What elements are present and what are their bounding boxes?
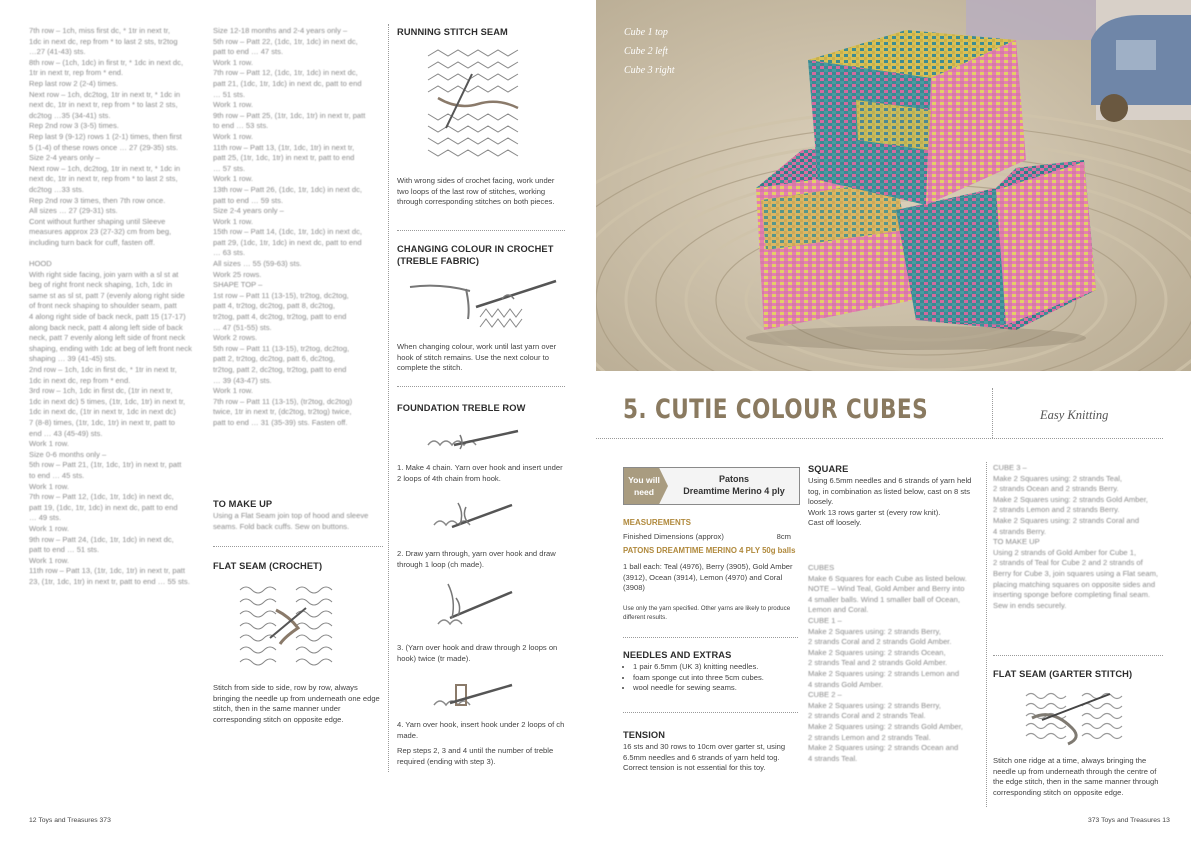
to-make-up-heading: TO MAKE UP (213, 499, 273, 509)
foundation-step3-illustration (430, 578, 514, 634)
section-divider (213, 546, 383, 547)
text-line: 4 strands Gold Amber. (808, 679, 884, 689)
yarn-name: Dreamtime Merino 4 ply (683, 486, 785, 496)
text-line: 9th row – Patt 25, (1tr, 1dc, 1tr) in next tr, patt (213, 110, 366, 120)
running-stitch-illustration (418, 44, 546, 168)
square-text-3: Cast off loosely. (808, 518, 862, 528)
text-line: 2 strands Coral and 2 strands Teal. (808, 711, 926, 721)
text-line: Make 2 Squares using: 2 strands Berry, (808, 700, 941, 710)
text-line: Size 2-4 years only – (29, 153, 100, 163)
text-line: CUBES (808, 563, 835, 572)
text-line: 7th row – Patt 12, (1dc, 1tr, 1dc) in next dc, (29, 492, 174, 502)
text-line: 4 along right side of back neck, patt 15 (17-17) (29, 312, 186, 322)
text-line: Make 2 Squares using: 2 strands Ocean, (808, 647, 946, 657)
text-line: Rep 2nd row 3 times, then 7th row once. (29, 195, 166, 205)
section-divider (397, 386, 565, 387)
text-line: Using 2 strands of Gold Amber for Cube 1, (993, 547, 1137, 557)
text-line: Size 12-18 months and 2-4 years only – (213, 26, 348, 35)
column-divider (388, 24, 389, 772)
text-line: Sew in ends securely. (993, 600, 1067, 610)
text-line: CUBE 3 – (993, 463, 1027, 472)
text-line: neck, patt 7 evenly along left side of front neck (29, 333, 186, 343)
text-line: Work 1 row. (29, 439, 69, 449)
text-line: Make 2 Squares using: 2 strands Lemon and (808, 668, 960, 678)
text-line: 1st row – Patt 11 (13-15), tr2tog, dc2tog, (213, 290, 349, 300)
text-line: TO MAKE UP (993, 537, 1040, 547)
text-line: 1dc in next dc, rep from * end. (29, 375, 131, 385)
text-line: 7th row – Patt 12, (1dc, 1tr, 1dc) in next dc, (213, 68, 358, 78)
needles-item: • wool needle for sewing seams. (633, 683, 805, 694)
text-line: 1tr in next tr, rep from * end. (29, 68, 124, 78)
text-line: SHAPE TOP – (213, 280, 263, 290)
text-line: Rep 2nd row 3 (3-5) times. (29, 121, 119, 131)
cubes-instructions (808, 563, 983, 764)
text-line: Next row – 1ch, dc2tog, 1tr in next tr, * 1dc in (29, 163, 181, 173)
square-instructions (808, 476, 983, 529)
text-line: Next row – 1ch, dc2tog, 1tr in next tr, * 1dc in (29, 89, 181, 99)
section-divider (993, 655, 1163, 656)
text-line: Make 6 Squares for each Cube as listed below. (808, 573, 967, 583)
text-line: patt 29, (1dc, 1tr, 1dc) in next dc, patt to end (213, 237, 362, 247)
caption-cube-1: Cube 1 top (624, 27, 668, 38)
text-line: tr2tog, patt 2, dc2tog, tr2tog, patt to end (213, 365, 347, 374)
text-line: Make 2 Squares using: 2 strands Teal, (993, 473, 1123, 483)
text-line: Work 1 row. (213, 57, 253, 67)
text-line: end … 43 (45-49) sts. (29, 428, 103, 438)
text-line: patt to end … 47 sts. (213, 47, 284, 57)
text-line: 5 (1-4) of these rows once … 27 (29-35) sts. (29, 142, 178, 152)
changing-colour-heading-line2: (TREBLE FABRIC) (397, 256, 480, 266)
hood-instructions-column-1 (29, 26, 201, 587)
cube-3-and-make-up-instructions (993, 463, 1168, 611)
measurements-row (623, 532, 795, 543)
text-line: Make 2 Squares using: 2 strands Berry, (808, 626, 941, 636)
text-line: … 49 sts. (29, 513, 62, 523)
square-heading: SQUARE (808, 464, 849, 474)
text-line: 3rd row – 1ch, 1dc in first dc, (1tr in next tr, (29, 386, 173, 396)
text-line: CUBE 2 – (808, 690, 842, 700)
text-line: same st as sl st, patt 7 (evenly along right side (29, 290, 185, 300)
text-line: 15th row – Patt 14, (1dc, 1tr, 1dc) in next dc, (213, 227, 363, 237)
flat-seam-crochet-illustration (232, 580, 350, 672)
colour-cubes-photo (596, 0, 1191, 371)
yarn-note: Use only the yarn specified. Other yarns are likely to produce different results. (623, 605, 791, 621)
measurements-value: 8cm (776, 532, 791, 541)
you-will-need-label: You will need (628, 475, 660, 497)
text-line: CUBE 1 – (808, 615, 842, 625)
text-line: patt 25, (1tr, 1dc, 1tr) in next tr, patt to end (213, 153, 355, 163)
text-line: … 39 (43-47) sts. (213, 375, 272, 385)
text-line: Work 1 row. (213, 131, 253, 141)
text-line: Work 1 row. (213, 174, 253, 184)
text-line: Work 1 row. (29, 523, 69, 533)
foundation-step3-text: 3. (Yarn over hook and draw through 2 loops on hook) twice (tr made). (397, 643, 558, 663)
text-line: …27 (41-43) sts. (29, 47, 86, 57)
column-divider (986, 462, 987, 807)
right-page-folio: 373 Toys and Treasures 13 (1088, 817, 1170, 824)
text-line: patt to end … 31 (35-39) sts. Fasten off. (213, 417, 348, 427)
running-stitch-heading: RUNNING STITCH SEAM (397, 27, 508, 37)
measurements-heading: MEASUREMENTS (623, 518, 692, 527)
text-line: 2nd row – 1ch, 1dc in first dc, * 1tr in next tr, (29, 365, 177, 374)
section-divider (397, 230, 565, 231)
needles-item: • foam sponge cut into three 5cm cubes. (633, 673, 805, 684)
text-line: 4 strands Berry. (993, 526, 1047, 536)
text-line: 4 smaller balls. Wind 1 smaller ball of Ocean, (808, 594, 960, 604)
text-line: patt 4, tr2tog, dc2tog, patt 8, dc2tog, (213, 301, 336, 311)
text-line: … 57 sts. (213, 163, 246, 173)
text-line: With right side facing, join yarn with a sl st at (29, 269, 179, 279)
text-line: 7 (8-8) times, (1tr, 1dc, 1tr) in next tr, patt to (29, 417, 176, 427)
text-line: seams. Fold back cuffs. Sew on buttons. (213, 521, 350, 531)
foundation-step2-text: 2. Draw yarn through, yarn over hook and draw through 1 loop (ch made). (397, 549, 556, 569)
text-line: 2 strands Coral and 2 strands Gold Amber. (808, 637, 952, 647)
text-line: 11th row – Patt 13, (1tr, 1dc, 1tr) in next tr, (213, 142, 355, 152)
text-line: patt 19, (1dc, 1tr, 1dc) in next dc, patt to end (29, 502, 178, 512)
text-line: Work 1 row. (213, 386, 253, 396)
caption-cube-2: Cube 2 left (624, 46, 668, 57)
text-line: Rep last row 2 (2-4) times. (29, 78, 119, 88)
text-line: next dc, 1tr in next tr, rep from * to last 2 sts, (29, 174, 178, 184)
changing-colour-heading-line1: CHANGING COLOUR IN CROCHET (397, 244, 554, 254)
text-line: NOTE – Wind Teal, Gold Amber and Berry into (808, 584, 965, 594)
yarn-text: 1 ball each: Teal (4976), Berry (3905), Gold Amber (3912), Ocean (3914), Lemon (4970) and Coral (3908) (623, 562, 793, 593)
square-text-1: Using 6.5mm needles and 6 strands of yarn held tog, in combination as listed below, cast on 8 sts loosely. (808, 476, 972, 507)
needles-item: • 1 pair 6.5mm (UK 3) knitting needles. (633, 662, 805, 673)
text-line: 1dc in next dc) 5 times, (1tr, 1dc, 1tr) in next tr, (29, 396, 186, 406)
text-line: to end … 53 sts. (213, 121, 269, 131)
you-will-need-box (623, 467, 800, 505)
text-line: Make 2 Squares using: 2 strands Gold Amber, (808, 721, 963, 731)
text-line: Size 0-6 months only – (29, 449, 107, 459)
running-stitch-text: With wrong sides of crochet facing, work under two loops of the last row of stitches, working through corresponding stitches on both pieces. (397, 176, 555, 207)
text-line: Berry for Cube 3, join squares using a Flat seam, (993, 568, 1159, 578)
title-divider (992, 388, 993, 438)
text-line: 8th row – (1ch, 1dc) in first tr, * 1dc in next dc, (29, 57, 184, 67)
text-line: 1dc in next dc, (1tr in next tr, 1dc in next dc) (29, 407, 176, 417)
text-line: 9th row – Patt 24, (1dc, 1tr, 1dc) in next dc, (29, 534, 174, 544)
text-line: 7th row – 1ch, miss first dc, * 1tr in next tr, (29, 26, 170, 35)
text-line: patt to end … 59 sts. (213, 195, 284, 205)
tension-text: 16 sts and 30 rows to 10cm over garter st, using 6.5mm needles and 6 strands of yarn held tog. Correct tension is not essential for this toy. (623, 742, 786, 773)
text-line: Make 2 Squares using: 2 strands Gold Amber, (993, 494, 1148, 504)
text-line: 2 strands of Teal for Cube 2 and 2 strands of (993, 558, 1143, 568)
text-line: Rep last 9 (9-12) rows 1 (2-1) times, then first (29, 131, 182, 141)
text-line: 1dc in next dc, rep from * to last 2 sts, tr2tog (29, 36, 178, 46)
foundation-treble-heading: FOUNDATION TREBLE ROW (397, 403, 526, 413)
measurements-label: Finished Dimensions (approx) (623, 532, 724, 541)
text-line: placing matching squares on opposite sides and (993, 579, 1156, 589)
text-line: dc2tog …33 sts. (29, 184, 84, 194)
text-line: twice, 1tr in next tr, (dc2tog, tr2tog) twice, (213, 407, 352, 417)
to-make-up-text (213, 511, 383, 532)
section-divider (623, 712, 798, 713)
text-line: tr2tog, patt 4, dc2tog, tr2tog, patt to end (213, 312, 347, 322)
text-line: shaping, ending with 1dc at beg of left front neck (29, 343, 192, 353)
text-line: Work 1 row. (29, 481, 69, 491)
caption-cube-3: Cube 3 right (624, 65, 675, 76)
foundation-step1-text: 1. Make 4 chain. Yarn over hook and insert under 2 loops of 4th chain from hook. (397, 463, 563, 483)
needles-heading: NEEDLES AND EXTRAS (623, 650, 732, 660)
needles-list (623, 662, 805, 694)
flat-seam-crochet-heading: FLAT SEAM (CROCHET) (213, 561, 323, 571)
text-line: patt 21, (1dc, 1tr, 1dc) in next dc, patt to end (213, 78, 362, 88)
text-line: Work 1 row. (29, 555, 69, 565)
foundation-step4-text: 4. Yarn over hook, insert hook under 2 loops of ch made. (397, 720, 565, 740)
text-line: next dc, 1tr in next tr, rep from * to last 2 sts, (29, 100, 178, 110)
pattern-title: 5. CUTIE COLOUR CUBES (623, 394, 929, 425)
text-line: All sizes … 55 (59-63) sts. (213, 259, 302, 269)
text-line: Using a Flat Seam join top of hood and sleeve (213, 511, 369, 520)
text-line: inserting sponge before completing final seam. (993, 590, 1151, 600)
text-line: 7th row – Patt 11 (13-15), (tr2tog, dc2tog) (213, 396, 353, 406)
text-line: shaping … 39 (41-45) sts. (29, 354, 117, 364)
text-line: … 51 sts. (213, 89, 246, 99)
text-line: patt 2, tr2tog, dc2tog, patt 6, dc2tog, (213, 354, 336, 364)
text-line: along back neck, patt 4 along left side of back (29, 322, 183, 332)
text-line: HOOD (29, 259, 52, 269)
square-text-2: Work 13 rows garter st (every row knit). (808, 507, 941, 517)
difficulty-label: Easy Knitting (1040, 408, 1109, 422)
text-line: dc2tog …35 (34-41) sts. (29, 110, 111, 120)
foundation-repeat-text: Rep steps 2, 3 and 4 until the number of treble required (ending with step 3). (397, 746, 554, 766)
section-divider (623, 637, 798, 638)
foundation-step4-illustration (430, 675, 514, 715)
changing-colour-heading (397, 243, 554, 267)
text-line: 23, (1tr, 1dc, 1tr) in next tr, patt to end … 55 sts. (29, 576, 190, 586)
text-line: including turn back for cuff, fasten off. (29, 237, 155, 247)
foundation-step1-illustration (424, 423, 520, 457)
text-line: 2 strands Lemon and 2 strands Berry. (993, 505, 1120, 515)
hood-instructions-column-2 (213, 26, 385, 429)
text-line: 5th row – Patt 21, (1tr, 1dc, 1tr) in next tr, patt (29, 460, 182, 470)
text-line: Lemon and Coral. (808, 605, 869, 615)
text-line: measures approx 23 (27-32) cm from beg, (29, 227, 172, 237)
foundation-step2-illustration (430, 493, 514, 541)
text-line: Work 1 row. (213, 100, 253, 110)
yarn-brand: Patons (718, 474, 749, 484)
text-line: 5th row – Patt 22, (1dc, 1tr, 1dc) in next dc, (213, 36, 358, 46)
text-line: 11th row – Patt 13, (1tr, 1dc, 1tr) in next tr, patt (29, 566, 186, 576)
flat-seam-garter-text: Stitch one ridge at a time, always bringing the needle up from underneath through the centre of the edge stitch, then in the same manner through corresponding stitch on opposite edge. (993, 756, 1159, 797)
text-line: … 63 sts. (213, 248, 246, 258)
text-line: 13th row – Patt 26, (1dc, 1tr, 1dc) in next dc, (213, 184, 363, 194)
text-line: Work 1 row. (213, 216, 253, 226)
text-line: Make 2 Squares using: 2 strands Ocean and (808, 743, 959, 753)
text-line: Cont without further shaping until Sleeve (29, 216, 166, 226)
flat-seam-garter-heading: FLAT SEAM (GARTER STITCH) (993, 669, 1133, 679)
flat-seam-garter-illustration (1022, 688, 1130, 746)
tension-heading: TENSION (623, 730, 666, 740)
text-line: 2 strands Ocean and 2 strands Berry. (993, 484, 1119, 494)
text-line (29, 248, 201, 259)
text-line: 5th row – Patt 11 (13-15), tr2tog, dc2tog, (213, 343, 350, 353)
text-line: Work 2 rows. (213, 333, 258, 343)
text-line: Make 2 Squares using: 2 strands Coral and (993, 515, 1140, 525)
changing-colour-illustration (406, 277, 558, 332)
text-line: 4 strands Teal. (808, 753, 858, 763)
text-line: 2 strands Lemon and 2 strands Teal. (808, 732, 931, 742)
yarn-heading: PATONS DREAMTIME MERINO 4 PLY 50g balls (623, 546, 796, 555)
left-page-folio: 12 Toys and Treasures 373 (29, 817, 111, 824)
text-line: … 47 (51-55) sts. (213, 322, 272, 332)
changing-colour-text: When changing colour, work until last yarn over hook of stitch remains. Use the next colour to complete the stitch. (397, 342, 557, 373)
flat-seam-crochet-text: Stitch from side to side, row by row, always bringing the needle up from underneath one edge stitch, then in the same manner under corresponding stitch on opposite edge. (213, 683, 380, 724)
text-line: All sizes … 27 (29-31) sts. (29, 206, 118, 216)
yarn-brand-block (672, 473, 796, 497)
text-line: to end … 45 sts. (29, 470, 85, 480)
text-line: beg of right front neck shaping, 1ch, 1dc in (29, 280, 173, 290)
text-line: patt to end … 51 sts. (29, 545, 100, 555)
text-line: Work 25 rows. (213, 269, 262, 279)
text-line: 2 strands Teal and 2 strands Gold Amber. (808, 658, 948, 668)
text-line: Size 2-4 years only – (213, 206, 284, 216)
text-line: of front neck shaping to shoulder seam, patt (29, 301, 177, 311)
